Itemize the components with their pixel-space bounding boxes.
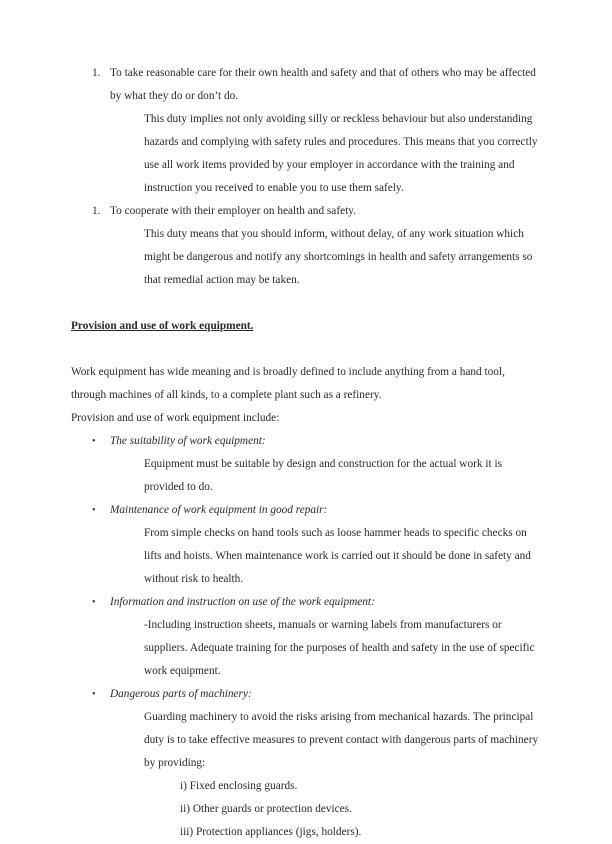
sub-list-item: i) Fixed enclosing guards. xyxy=(180,780,298,792)
section-lead-in: Provision and use of work equipment include: xyxy=(71,412,280,424)
sub-list-item: ii) Other guards or protection devices. xyxy=(180,803,352,815)
list-marker: 1. xyxy=(92,205,101,217)
bullet-icon: • xyxy=(92,597,96,608)
list-item xyxy=(92,683,542,706)
list-item xyxy=(92,62,542,108)
bullet-icon: • xyxy=(92,689,96,700)
list-marker: 1. xyxy=(92,67,101,79)
bullet-title: Maintenance of work equipment in good repair: xyxy=(110,504,328,516)
list-item xyxy=(92,200,542,223)
bullet-detail-paragraph: -Including instruction sheets, manuals or warning labels from manufacturers or suppliers. Adequate training for the purposes of health and safety in the use of specific work equipment. xyxy=(144,619,535,677)
duty-detail-paragraph: This duty implies not only avoiding silly or reckless behaviour but also understanding hazards and complying with safety rules and procedures. This means that you correctly use all work items provided by your employer in accordance with the training and instruction you received to enable you to use them safely. xyxy=(144,113,538,194)
duty-detail-paragraph: This duty means that you should inform, without delay, of any work situation which might be dangerous and notify any shortcomings in health and safety arrangements so that remedial action may be taken. xyxy=(144,228,533,286)
section-intro-paragraph: Work equipment has wide meaning and is broadly defined to include anything from a hand tool, through machines of all kinds, to a complete plant such as a refinery. xyxy=(71,366,505,401)
list-item xyxy=(92,430,542,453)
list-item xyxy=(92,591,542,614)
list-item-text: To take reasonable care for their own health and safety and that of others who may be affected by what they do or don’t do. xyxy=(110,67,536,102)
section-heading-wrapper xyxy=(71,315,542,338)
bullet-detail-paragraph: Equipment must be suitable by design and construction for the actual work it is provided to do. xyxy=(144,458,502,493)
bullet-detail-paragraph: Guarding machinery to avoid the risks arising from mechanical hazards. The principal duty is to take effective measures to prevent contact with dangerous parts of machinery by providing: xyxy=(144,711,539,769)
list-item xyxy=(92,499,542,522)
document-content xyxy=(71,62,542,844)
bullet-title: Information and instruction on use of the work equipment: xyxy=(110,596,375,608)
list-item-text: To cooperate with their employer on health and safety. xyxy=(110,205,356,217)
section-heading: Provision and use of work equipment. xyxy=(71,320,254,332)
bullet-icon: • xyxy=(92,436,96,447)
bullet-detail-paragraph: From simple checks on hand tools such as loose hammer heads to specific checks on lifts and hoists. When maintenance work is carried out it should be done in safety and without risk to health. xyxy=(144,527,531,585)
bullet-icon: • xyxy=(92,505,96,516)
bullet-title: Dangerous parts of machinery: xyxy=(110,688,252,700)
bullet-title: The suitability of work equipment: xyxy=(110,435,266,447)
sub-list-item: iii) Protection appliances (jigs, holders). xyxy=(180,826,362,838)
